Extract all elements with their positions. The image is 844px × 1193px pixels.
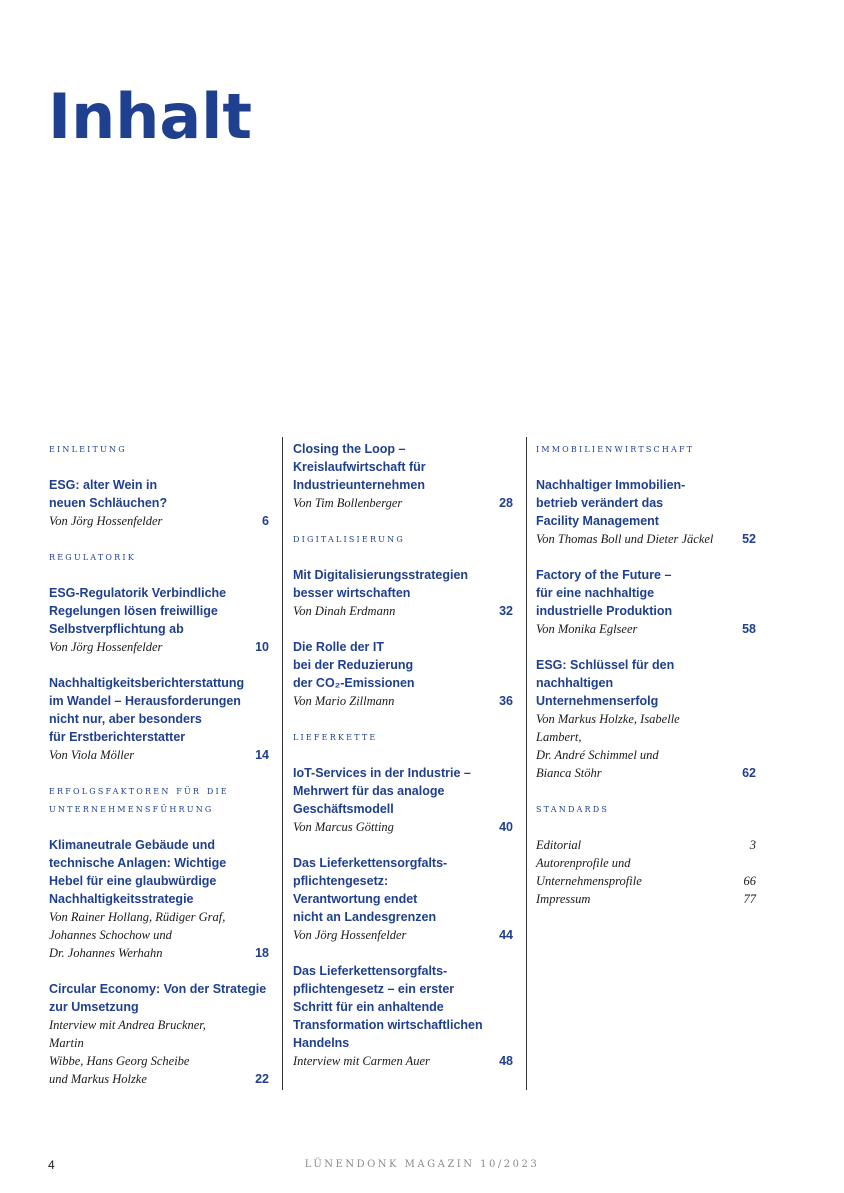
entry-page-number: 18	[255, 946, 269, 960]
section-label: einleitung	[49, 442, 127, 455]
entry-author: Von Monika Eglseer	[536, 622, 638, 636]
entry-page-number: 6	[262, 514, 269, 528]
toc-entry[interactable]	[49, 476, 269, 530]
toc-entry[interactable]	[293, 638, 513, 710]
footer-magazine: LÜNENDONK MAGAZIN 10/2023	[304, 1159, 540, 1170]
standards-item[interactable]	[536, 854, 756, 890]
entry-author: Interview mit Andrea Bruckner, Martin Wibbe, Hans Georg Scheibe und Markus Holzke	[49, 1018, 206, 1086]
section-label: regulatorik	[49, 550, 136, 563]
entry-author: Von Tim Bollenberger	[293, 496, 403, 510]
entry-title: Factory of the Future – für eine nachhaltige industrielle Produktion	[536, 568, 673, 618]
toc-entry[interactable]	[293, 962, 513, 1070]
entry-author: Von Viola Möller	[49, 748, 135, 762]
toc-column-1	[49, 440, 269, 1106]
entry-page-number: 10	[255, 640, 269, 654]
entry-page-number: 32	[499, 604, 513, 618]
entry-title: Circular Economy: Von der Strategie zur Umsetzung	[49, 982, 267, 1014]
page-title: Inhalt	[48, 80, 253, 153]
toc-entry[interactable]	[293, 566, 513, 620]
page-number: 4	[48, 1158, 55, 1172]
entry-author: Von Rainer Hollang, Rüdiger Graf, Johannes Schochow und Dr. Johannes Werhahn	[49, 910, 226, 960]
toc-entry[interactable]	[536, 476, 756, 548]
entry-title: Das Lieferkettensorgfalts- pflichtengesetz: Verantwortung endet nicht an Landesgrenzen	[293, 856, 448, 924]
entry-author: Von Jörg Hossenfelder	[293, 928, 407, 942]
entry-page-number: 36	[499, 694, 513, 708]
entry-author: Von Jörg Hossenfelder	[49, 514, 163, 528]
entry-page-number: 58	[742, 622, 756, 636]
entry-title: ESG: Schlüssel für den nachhaltigen Unternehmenserfolg	[536, 658, 675, 708]
entry-author: Von Dinah Erdmann	[293, 604, 396, 618]
entry-page-number: 22	[255, 1072, 269, 1086]
entry-title: Klimaneutrale Gebäude und technische Anlagen: Wichtige Hebel für eine glaubwürdige Nachhaltigkeitsstrategie	[49, 838, 227, 906]
entry-title: Closing the Loop – Kreislaufwirtschaft für Industrieunternehmen	[293, 442, 426, 492]
standards-page-number: 66	[743, 874, 756, 888]
toc-column-2	[293, 440, 513, 1088]
section-label: lieferkette	[293, 730, 378, 743]
entry-title: Das Lieferkettensorgfalts- pflichtengesetz – ein erster Schritt für ein anhaltende Transformation wirtschaftlichen Handelns	[293, 964, 483, 1050]
toc-entry[interactable]	[49, 674, 269, 764]
standards-item[interactable]	[536, 836, 756, 854]
entry-author: Von Marcus Götting	[293, 820, 394, 834]
column-divider	[526, 437, 527, 1090]
toc-entry[interactable]	[536, 656, 756, 782]
entry-page-number: 14	[255, 748, 269, 762]
toc-entry[interactable]	[49, 836, 269, 962]
entry-title: Nachhaltiger Immobilien- betrieb verändert das Facility Management	[536, 478, 686, 528]
entry-page-number: 52	[742, 532, 756, 546]
entry-author: Interview mit Carmen Auer	[293, 1054, 430, 1068]
entry-page-number: 28	[499, 496, 513, 510]
entry-page-number: 48	[499, 1054, 513, 1068]
entry-title: Die Rolle der IT bei der Reduzierung der CO₂-Emissionen	[293, 640, 415, 690]
toc-column-3	[536, 440, 756, 908]
entry-page-number: 44	[499, 928, 513, 942]
entry-author: Von Mario Zillmann	[293, 694, 395, 708]
standards-page-number: 3	[749, 838, 756, 852]
entry-title: IoT-Services in der Industrie – Mehrwert für das analoge Geschäftsmodell	[293, 766, 471, 816]
section-label: digitalisierung	[293, 532, 405, 545]
entry-page-number: 62	[742, 766, 756, 780]
section-label: erfolgsfaktoren für die unternehmensführung	[49, 784, 229, 815]
toc-entry[interactable]	[49, 980, 269, 1088]
section-label: immobilienwirtschaft	[536, 442, 695, 455]
toc-entry[interactable]	[293, 764, 513, 836]
entry-title: ESG-Regulatorik Verbindliche Regelungen lösen freiwillige Selbstverpflichtung ab	[49, 586, 227, 636]
entry-title: Nachhaltigkeitsberichterstattung im Wandel – Herausforderungen nicht nur, aber besonders für Erstberichterstatter	[49, 676, 245, 744]
toc-entry[interactable]	[293, 440, 513, 512]
entry-title: Mit Digitalisierungsstrategien besser wirtschaften	[293, 568, 469, 600]
standards-page-number: 77	[743, 892, 756, 906]
entry-author: Von Jörg Hossenfelder	[49, 640, 163, 654]
entry-title: ESG: alter Wein in neuen Schläuchen?	[49, 478, 168, 510]
entry-page-number: 40	[499, 820, 513, 834]
standards-item[interactable]	[536, 890, 756, 908]
standards-item-label: Editorial	[536, 838, 582, 852]
toc-entry[interactable]	[536, 566, 756, 638]
entry-author: Von Thomas Boll und Dieter Jäckel	[536, 532, 714, 546]
entry-author: Von Markus Holzke, Isabelle Lambert, Dr. André Schimmel und Bianca Stöhr	[536, 712, 680, 780]
toc-entry[interactable]	[293, 854, 513, 944]
column-divider	[282, 437, 283, 1090]
standards-item-label: Autorenprofile und Unternehmensprofile	[536, 856, 642, 888]
section-label: standards	[536, 802, 610, 815]
standards-item-label: Impressum	[536, 892, 591, 906]
toc-entry[interactable]	[49, 584, 269, 656]
